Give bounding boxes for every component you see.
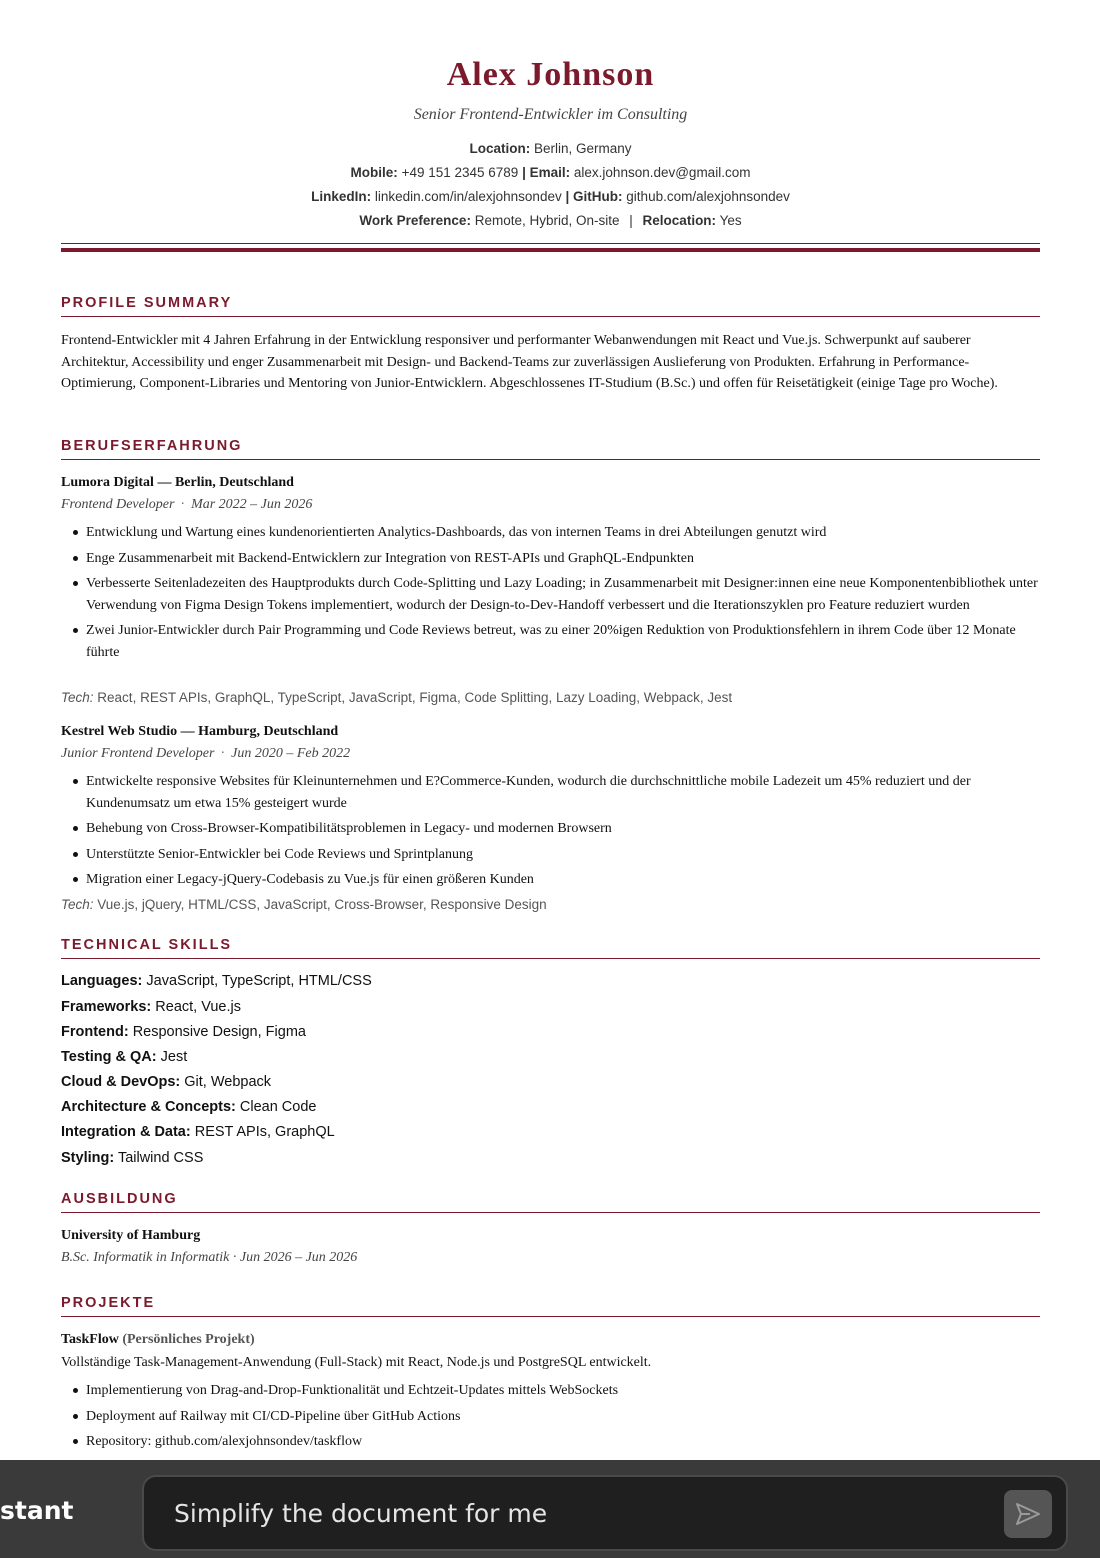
contact-links [61,189,1040,204]
skill-row [61,1099,316,1115]
project-title [61,1332,255,1348]
list-item: Repository: github.com/alexjohnsondev/taskflow [61,1431,1040,1453]
dot-separator: · [220,746,226,761]
education-school: University of Hamburg [61,1228,201,1243]
contact-phone-email [61,165,1040,180]
job-bullets [61,771,1040,895]
skill-row [61,1024,306,1040]
skill-row [61,1150,203,1166]
relocation-label: Relocation: [642,213,717,228]
job-company: Lumora Digital — Berlin, Deutschland [61,475,294,490]
list-item: Migration einer Legacy-jQuery-Codebasis zu Vue.js für einen größeren Kunden [61,869,1040,891]
relocation-value: Yes [719,213,742,228]
header-divider-thin [61,243,1040,244]
education-degree: B.Sc. Informatik in Informatik · Jun 2026 – Jun 2026 [61,1250,358,1265]
job-company: Kestrel Web Studio — Hamburg, Deutschland [61,724,339,739]
github-value[interactable]: github.com/alexjohnsondev [626,189,790,204]
job-dates: Jun 2020 – Feb 2022 [231,746,351,761]
list-item: Entwicklung und Wartung eines kundenorientierten Analytics-Dashboards, das von internen Teams in drei Abteilungen genutzt wird [61,522,1040,544]
skill-row [61,1074,271,1090]
separator: | [565,189,570,204]
tech-label: Tech: [61,897,94,912]
linkedin-label: LinkedIn: [311,189,372,204]
separator: | [629,213,633,228]
assistant-prompt-input[interactable] [174,1495,974,1531]
skill-row [61,999,241,1015]
list-item: Behebung von Cross-Browser-Kompatibilitätsproblemen in Legacy- und modernen Browsern [61,818,1040,840]
skill-value: Git, Webpack [184,1074,272,1090]
project-bullets [61,1380,1040,1457]
skill-label: Architecture & Concepts: [61,1099,236,1115]
skill-label: Styling: [61,1150,115,1166]
skill-value: Tailwind CSS [117,1150,204,1166]
skill-row [61,1049,187,1065]
skill-label: Frameworks: [61,999,152,1015]
job-role-dates [61,746,350,762]
send-button[interactable] [1004,1490,1052,1538]
list-item: Enge Zusammenarbeit mit Backend-Entwicklern zur Integration von REST-APIs und GraphQL-Endpunkten [61,548,1040,570]
mobile-value: +49 151 2345 6789 [401,165,519,180]
skill-value: Responsive Design, Figma [132,1024,306,1040]
skill-label: Integration & Data: [61,1124,191,1140]
tech-value: Vue.js, jQuery, HTML/CSS, JavaScript, Cross-Browser, Responsive Design [97,897,547,912]
skill-label: Languages: [61,973,143,989]
job-role: Junior Frontend Developer [61,746,215,761]
candidate-name: Alex Johnson [446,56,655,93]
tech-value: React, REST APIs, GraphQL, TypeScript, JavaScript, Figma, Code Splitting, Lazy Loading, Webpack, Jest [97,690,733,705]
github-label: GitHub: [573,189,623,204]
assistant-prompt-box[interactable] [142,1475,1068,1551]
job-role-dates [61,497,312,513]
skill-value: JavaScript, TypeScript, HTML/CSS [146,973,372,989]
header-divider-thick [61,248,1040,252]
contact-work-preference [61,213,1040,228]
summary-text: Frontend-Entwickler mit 4 Jahren Erfahrung in der Entwicklung responsiver und performanter Webanwendungen mit React und Vue.js. Schwerpunkt auf sauberer Architektur, Accessibility und enger Zusammenarbeit mit Design- und Backend-Teams zur zuverlässigen Auslieferung von Produkten. Erfahrung in Performance-Optimierung, Component-Libraries und Mentoring von Junior-Entwicklern. Abgeschlossenes IT-Studium (B.Sc.) und offen für Reisetätigkeit (einige Tage pro Woche). [61,333,998,392]
separator: | [522,165,526,180]
skill-value: Jest [160,1049,188,1065]
project-tag: (Persönliches Projekt) [122,1332,255,1347]
email-value[interactable]: alex.johnson.dev@gmail.com [573,165,751,180]
location-label: Location: [469,141,531,156]
assistant-label: stant [0,1496,74,1525]
skill-value: React, Vue.js [155,999,241,1015]
dot-separator: · [180,497,186,512]
candidate-subtitle: Senior Frontend-Entwickler im Consulting [413,106,688,123]
list-item: Deployment auf Railway mit CI/CD-Pipeline über GitHub Actions [61,1406,1040,1428]
location-value: Berlin, Germany [533,141,632,156]
job-tech [61,897,547,912]
section-heading-education: AUSBILDUNG [61,1191,1040,1213]
job-role: Frontend Developer [61,497,175,512]
job-dates: Mar 2022 – Jun 2026 [191,497,313,512]
tech-label: Tech: [61,690,94,705]
contact-location [61,141,1040,156]
skill-label: Cloud & DevOps: [61,1074,181,1090]
email-label: Email: [529,165,571,180]
work-pref-value: Remote, Hybrid, On-site [474,213,620,228]
skill-value: Clean Code [239,1099,317,1115]
skill-label: Frontend: [61,1024,129,1040]
skill-label: Testing & QA: [61,1049,157,1065]
skill-value: REST APIs, GraphQL [194,1124,335,1140]
list-item: Verbesserte Seitenladezeiten des Hauptprodukts durch Code-Splitting und Lazy Loading; in Zusammenarbeit mit Designer:innen eine neue Komponentenbibliothek unter Verwendung von Figma Design Tokens implementiert, wodurch der Design-to-Dev-Handoff verbessert und die Iterationszyklen pro Feature reduziert wurden [61,573,1040,616]
mobile-label: Mobile: [350,165,398,180]
section-heading-skills: TECHNICAL SKILLS [61,937,1040,959]
section-heading-projects: PROJEKTE [61,1295,1040,1317]
list-item: Zwei Junior-Entwickler durch Pair Programming und Code Reviews betreut, was zu einer 20%igen Reduktion von Produktionsfehlern in ihrem Code über 12 Monate führte [61,620,1040,663]
list-item: Entwickelte responsive Websites für Kleinunternehmen und E?Commerce-Kunden, wodurch die durchschnittliche mobile Ladezeit um 45% reduziert und der Kundenumsatz um etwa 15% gesteigert wurde [61,771,1040,814]
skill-row [61,973,372,989]
skill-row [61,1124,335,1140]
work-pref-label: Work Preference: [359,213,471,228]
section-heading-summary: PROFILE SUMMARY [61,295,1040,317]
send-icon [1015,1502,1041,1526]
project-name: TaskFlow [61,1332,119,1347]
list-item: Unterstützte Senior-Entwickler bei Code Reviews und Sprintplanung [61,844,1040,866]
list-item: Implementierung von Drag-and-Drop-Funktionalität und Echtzeit-Updates mittels WebSockets [61,1380,1040,1402]
linkedin-value[interactable]: linkedin.com/in/alexjohnsondev [374,189,562,204]
job-tech [61,690,732,705]
section-heading-experience: BERUFSERFAHRUNG [61,438,1040,460]
job-bullets [61,522,1040,667]
project-description: Vollständige Task-Management-Anwendung (Full-Stack) mit React, Node.js und PostgreSQL entwickelt. [61,1355,652,1370]
